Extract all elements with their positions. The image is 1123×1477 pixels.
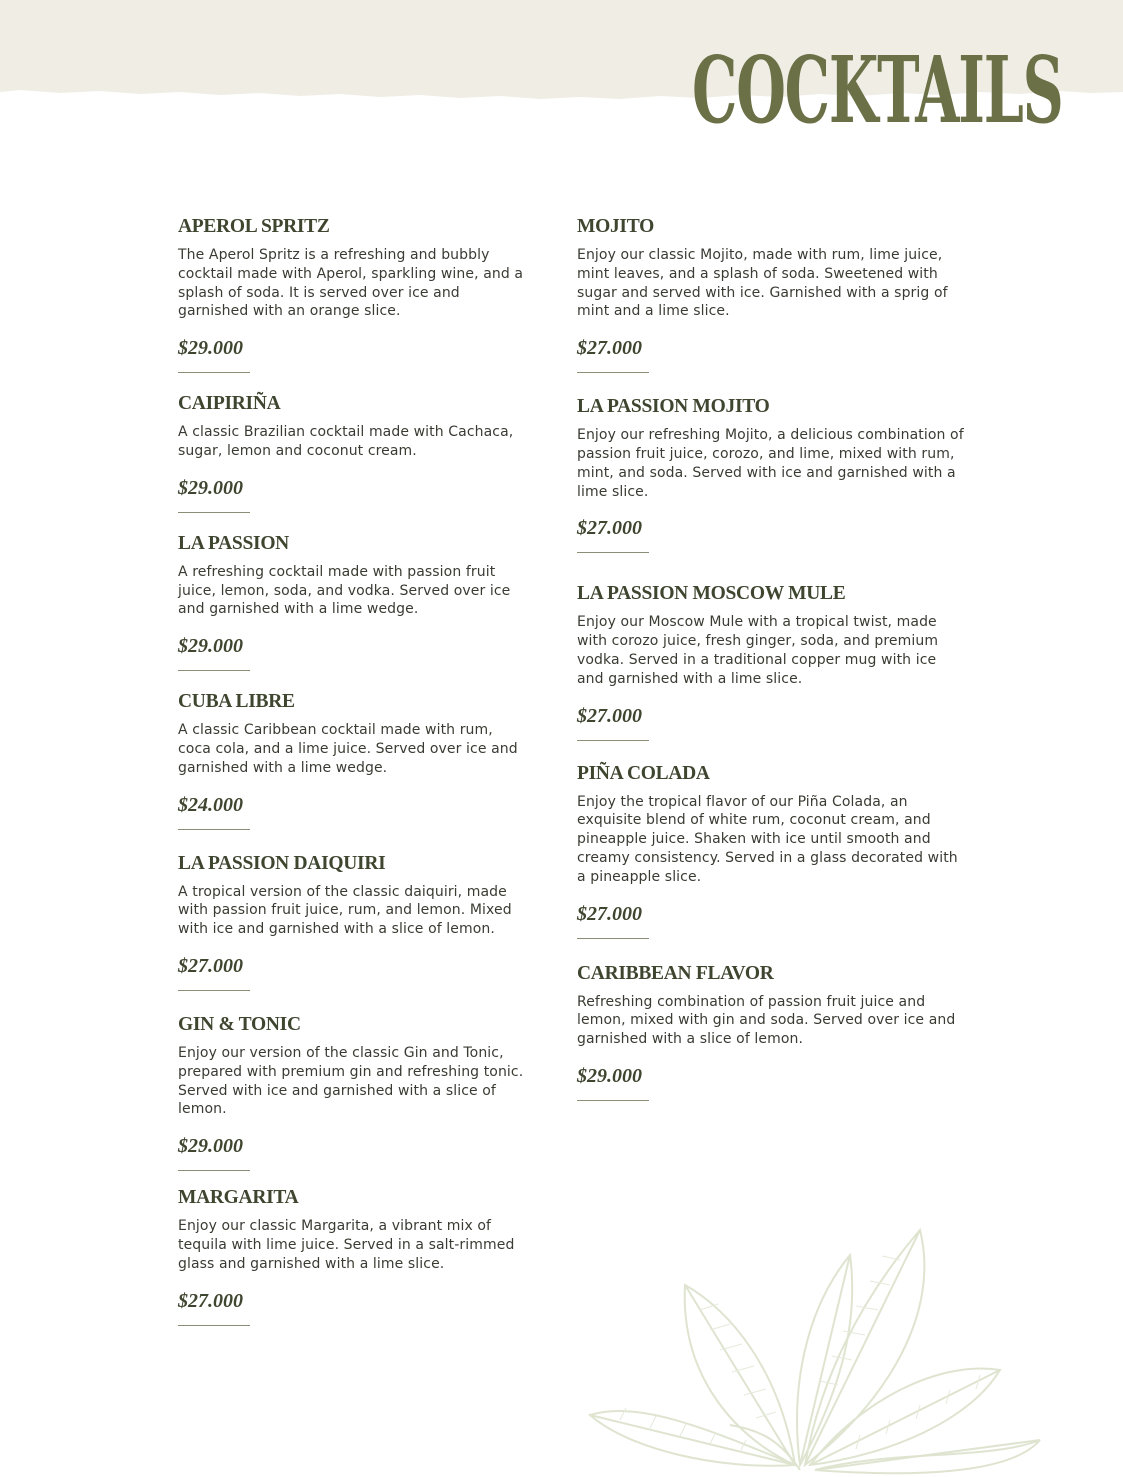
menu-item bbox=[178, 393, 528, 513]
menu-item-description: Refreshing combination of passion fruit juice and lemon, mixed with gin and soda. Served over ice and garnished with a slice of lemon. bbox=[577, 993, 956, 1048]
menu-item-price: $29.000 bbox=[577, 1064, 642, 1087]
menu-item-divider bbox=[178, 670, 250, 671]
menu-item bbox=[577, 396, 967, 553]
menu-item-price: $29.000 bbox=[178, 476, 243, 499]
menu-item-description: Enjoy our classic Margarita, a vibrant mix of tequila with lime juice. Served in a salt-rimmed glass and garnished with a lime slice. bbox=[178, 1218, 515, 1272]
menu-item-name: LA PASSION MOSCOW MULE bbox=[577, 583, 846, 605]
menu-item bbox=[577, 963, 967, 1101]
menu-item-name: LA PASSION DAIQUIRI bbox=[178, 852, 386, 874]
menu-item-name: CAIPIRIÑA bbox=[178, 393, 281, 415]
menu-item-name: PIÑA COLADA bbox=[577, 762, 710, 784]
menu-column-right bbox=[577, 216, 967, 1101]
menu-item-divider bbox=[178, 1325, 250, 1326]
menu-item-divider bbox=[178, 372, 250, 373]
menu-item-price: $29.000 bbox=[178, 635, 243, 658]
menu-item-name: APEROL SPRITZ bbox=[178, 216, 330, 237]
menu-item-description: Enjoy our version of the classic Gin and Tonic, prepared with premium gin and refreshing tonic. Served with ice and garnished with a slice of lemon. bbox=[178, 1044, 524, 1118]
menu-item-divider bbox=[178, 1170, 250, 1171]
menu-item-divider bbox=[577, 938, 649, 939]
menu-item-price: $29.000 bbox=[178, 337, 243, 360]
menu-item-divider bbox=[577, 372, 649, 373]
menu-item-description: The Aperol Spritz is a refreshing and bubbly cocktail made with Aperol, sparkling wine, and a splash of soda. It is served over ice and garnished with an orange slice. bbox=[178, 247, 524, 320]
page-title: COCKTAILS bbox=[692, 36, 1063, 144]
menu-item-description: Enjoy our Moscow Mule with a tropical twist, made with corozo juice, fresh ginger, soda, and premium vodka. Served in a traditional copper mug with ice and garnished with a lime slice. bbox=[577, 614, 939, 687]
menu-item-divider bbox=[577, 1100, 649, 1101]
menu-item-name: MOJITO bbox=[577, 216, 654, 237]
menu-item-name: LA PASSION bbox=[178, 532, 289, 554]
menu-item-name: CARIBBEAN FLAVOR bbox=[577, 962, 774, 984]
menu-item-description: Enjoy the tropical flavor of our Piña Colada, an exquisite blend of white rum, coconut cream, and pineapple juice. Shaken with ice until smooth and creamy consistency. Served in a glass decorated with a pineapple slice. bbox=[577, 793, 958, 885]
menu-item bbox=[577, 216, 967, 373]
menu-item-description: A refreshing cocktail made with passion fruit juice, lemon, soda, and vodka. Served over ice and garnished with a lime wedge. bbox=[178, 563, 511, 618]
menu-item bbox=[178, 853, 528, 991]
menu-item-name: CUBA LIBRE bbox=[178, 691, 295, 713]
menu-item bbox=[178, 1187, 528, 1325]
menu-item-name: LA PASSION MOJITO bbox=[577, 396, 770, 418]
menu-column-left bbox=[178, 216, 528, 1326]
menu-item-divider bbox=[178, 990, 250, 991]
menu-item-price: $24.000 bbox=[178, 793, 243, 816]
menu-item-divider bbox=[178, 512, 250, 513]
menu-item bbox=[178, 1014, 528, 1171]
menu-item bbox=[178, 691, 528, 829]
menu-item bbox=[178, 216, 528, 373]
menu-item-divider bbox=[577, 740, 649, 741]
menu-item-price: $27.000 bbox=[577, 337, 642, 360]
menu-item-price: $29.000 bbox=[178, 1135, 243, 1158]
menu-item-price: $27.000 bbox=[178, 1289, 243, 1312]
menu-item-price: $27.000 bbox=[577, 902, 642, 925]
menu-item-price: $27.000 bbox=[178, 954, 243, 977]
menu-item bbox=[178, 533, 528, 671]
menu-item-name: GIN & TONIC bbox=[178, 1013, 301, 1035]
menu-item-divider bbox=[577, 552, 649, 553]
menu-item bbox=[577, 583, 967, 740]
menu-item-description: Enjoy our classic Mojito, made with rum, lime juice, mint leaves, and a splash of soda. Sweetened with sugar and served with ice. Garnished with a sprig of mint and a lime slice. bbox=[577, 247, 948, 320]
menu-item-description: A classic Caribbean cocktail made with rum, coca cola, and a lime juice. Served over ice and garnished with a lime wedge. bbox=[178, 722, 518, 776]
menu-item-description: A classic Brazilian cocktail made with Cachaca, sugar, lemon and coconut cream. bbox=[178, 424, 514, 459]
menu-item-divider bbox=[178, 829, 250, 830]
leaf-illustration bbox=[560, 1200, 1123, 1477]
menu-item-description: Enjoy our refreshing Mojito, a delicious combination of passion fruit juice, corozo, and lime, mixed with rum, mint, and soda. Served with ice and garnished with a lime slice. bbox=[577, 427, 964, 500]
menu-item-description: A tropical version of the classic daiquiri, made with passion fruit juice, rum, and lemon. Mixed with ice and garnished with a slice of lemon. bbox=[178, 883, 512, 938]
menu-item-name: MARGARITA bbox=[178, 1187, 299, 1209]
menu-item-price: $27.000 bbox=[577, 517, 642, 540]
menu-item-price: $27.000 bbox=[577, 704, 642, 727]
menu-item bbox=[577, 763, 967, 939]
